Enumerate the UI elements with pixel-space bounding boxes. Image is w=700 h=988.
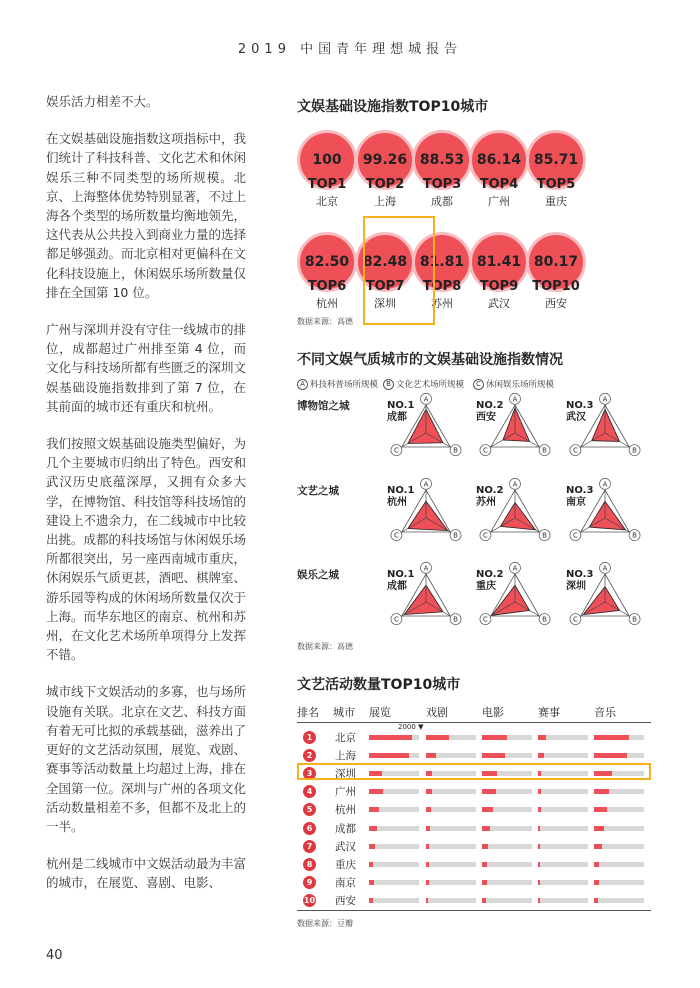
bar-track: [594, 753, 644, 758]
bar-value: [369, 753, 409, 758]
group-label: 文艺之城: [297, 485, 339, 497]
rank-label: TOP6: [307, 279, 347, 294]
table-top-rule: [297, 722, 651, 723]
svg-text:A: A: [512, 395, 518, 404]
city-label: 杭州: [316, 297, 338, 310]
activity-source: 数据来源：豆瓣: [297, 919, 353, 928]
bar-track: [538, 880, 588, 885]
city-rank: NO.2: [476, 400, 504, 411]
radar-chart: [389, 564, 469, 637]
city-label: 上海: [374, 195, 396, 208]
row-city: 武汉: [335, 840, 356, 853]
bar-value: [594, 807, 607, 812]
city-name: 成都: [387, 412, 407, 423]
bar-track: [426, 807, 476, 812]
bar-value: [538, 880, 540, 885]
bar-value: [482, 844, 488, 849]
activity-title: 文艺活动数量TOP10城市: [297, 677, 461, 693]
bar-value: [594, 826, 604, 831]
bar-value: [538, 753, 544, 758]
bar-value: [594, 789, 609, 794]
bar-track: [538, 862, 588, 867]
city-rank: NO.2: [476, 569, 504, 580]
bar-track: [426, 898, 476, 903]
radar-value-shape: [408, 501, 448, 530]
rank-badge: 1: [303, 731, 316, 744]
bar-track: [426, 844, 476, 849]
svg-text:C: C: [393, 446, 399, 455]
bar-track: [594, 789, 644, 794]
city-label: 西安: [545, 297, 567, 310]
axis-letter-c: [570, 614, 581, 625]
svg-text:B: B: [453, 531, 458, 540]
bar-track: [538, 844, 588, 849]
bar-track: [594, 826, 644, 831]
axis-letter-b: [629, 614, 640, 625]
rank-label: TOP1: [307, 177, 347, 192]
axis-letter-a: [421, 393, 432, 404]
bar-track: [426, 753, 476, 758]
bar-value: [594, 862, 599, 867]
row-city: 重庆: [335, 858, 356, 871]
highlight-box-shenzhen: [363, 216, 435, 325]
row-city: 西安: [335, 894, 356, 907]
index-circle: 81.81: [412, 232, 472, 292]
bar-track: [482, 862, 532, 867]
city-name: 西安: [476, 412, 496, 423]
rank-label: TOP5: [536, 177, 576, 192]
index-circle: 82.48: [355, 232, 415, 292]
city-rank: NO.1: [387, 400, 415, 411]
paragraph: 杭州是二线城市中文娱活动最为丰富的城市，在展览、喜剧、电影、: [46, 856, 247, 891]
svg-text:A: A: [423, 564, 429, 573]
svg-text:C: C: [572, 615, 578, 624]
bar-track: [482, 753, 532, 758]
rank-badge: 4: [303, 785, 316, 798]
radar-chart: [389, 395, 469, 468]
bar-track: [594, 807, 644, 812]
bar-value: [426, 735, 449, 740]
radar-chart: [568, 564, 648, 637]
ref-triangle-icon: ▼: [418, 723, 424, 731]
top10-source: 数据来源：高德: [297, 317, 353, 326]
rank-badge: 10: [303, 895, 316, 905]
svg-text:B: B: [542, 615, 547, 624]
legend-b-icon: B: [383, 379, 394, 390]
svg-text:A: A: [423, 395, 429, 404]
bar-value: [482, 898, 486, 903]
svg-text:C: C: [482, 531, 488, 540]
axis-letter-c: [570, 530, 581, 541]
svg-text:C: C: [393, 531, 399, 540]
legend-b-label: 文化艺术场所规模: [396, 380, 465, 390]
bar-value: [594, 880, 599, 885]
bar-track: [369, 735, 419, 740]
rank-badge: 3: [303, 767, 316, 780]
city-name: 成都: [387, 581, 407, 592]
top10-title: 文娱基础设施指数TOP10城市: [297, 99, 489, 115]
city-rank: NO.3: [566, 400, 594, 411]
bar-value: [426, 880, 429, 885]
bar-track: [482, 789, 532, 794]
paragraph: 广州与深圳并没有守住一线城市的排位，成都超过广州排至第 4 位，而文化与科技场所都有些匮乏的深圳文娱基础设施指数排到了第 7 位，在其前面的城市还有重庆和杭州。: [46, 322, 247, 414]
radar-chart: [478, 564, 558, 637]
city-rank: NO.3: [566, 569, 594, 580]
bar-track: [426, 789, 476, 794]
axis-letter-b: [450, 614, 461, 625]
rank-badge: 6: [303, 822, 316, 835]
rank-badge: 2: [303, 749, 316, 762]
rank-badge: 7: [303, 840, 316, 853]
radar-chart: [568, 480, 648, 553]
bar-track: [369, 826, 419, 831]
svg-text:B: B: [542, 531, 547, 540]
rank-badge: 5: [303, 803, 316, 816]
axis-letter-a: [600, 478, 611, 489]
bar-value: [482, 789, 496, 794]
axis-letter-a: [510, 562, 521, 573]
bar-track: [426, 826, 476, 831]
bar-value: [594, 735, 629, 740]
city-rank: NO.3: [566, 485, 594, 496]
bar-track: [594, 844, 644, 849]
bar-track: [426, 735, 476, 740]
axis-letter-b: [629, 530, 640, 541]
svg-text:B: B: [453, 615, 458, 624]
bar-track: [538, 753, 588, 758]
axis-letter-b: [629, 445, 640, 456]
table-bottom-rule: [297, 910, 651, 911]
bar-value: [482, 826, 490, 831]
bar-value: [369, 807, 379, 812]
axis-letter-b: [450, 530, 461, 541]
svg-text:B: B: [632, 615, 637, 624]
rank-label: TOP9: [479, 279, 519, 294]
svg-text:A: A: [512, 480, 518, 489]
index-circle: 80.17: [526, 232, 586, 292]
radar-legend-c: [473, 378, 554, 390]
bar-track: [538, 807, 588, 812]
axis-letter-b: [539, 614, 550, 625]
svg-text:A: A: [512, 564, 518, 573]
city-label: 北京: [316, 195, 338, 208]
bar-track: [482, 880, 532, 885]
city-rank: NO.2: [476, 485, 504, 496]
index-circle: 88.53: [412, 130, 472, 190]
city-name: 苏州: [476, 497, 496, 508]
index-circle: 81.41: [469, 232, 529, 292]
city-name: 杭州: [387, 497, 407, 508]
bar-value: [426, 807, 431, 812]
svg-text:A: A: [423, 480, 429, 489]
city-rank: NO.1: [387, 569, 415, 580]
row-city: 成都: [335, 822, 356, 835]
svg-text:B: B: [632, 446, 637, 455]
col-film: 电影: [482, 706, 504, 719]
index-circle: 85.71: [526, 130, 586, 190]
bar-value: [538, 862, 540, 867]
radar-legend-b: [383, 378, 464, 390]
row-city: 杭州: [335, 804, 356, 817]
col-music: 音乐: [594, 706, 616, 719]
bar-track: [369, 844, 419, 849]
radar-legend-a: [297, 378, 378, 390]
legend-a-label: 科技科普场所规模: [310, 380, 379, 390]
radar-chart: [568, 395, 648, 468]
bar-value: [426, 789, 432, 794]
axis-letter-b: [450, 445, 461, 456]
axis-letter-c: [570, 445, 581, 456]
legend-c-label: 休闲娱乐场所规模: [486, 380, 555, 390]
radar-value-shape: [583, 587, 619, 615]
radar-value-shape: [592, 409, 620, 441]
index-circle: 100: [297, 130, 357, 190]
bar-value: [369, 789, 383, 794]
bar-track: [594, 880, 644, 885]
radar-source: 数据来源：高德: [297, 642, 353, 651]
svg-text:B: B: [542, 446, 547, 455]
bar-value: [538, 844, 540, 849]
highlight-row-shenzhen: [297, 763, 651, 780]
report-header: 2019 中国青年理想城报告: [237, 42, 463, 57]
group-label: 娱乐之城: [297, 569, 339, 581]
paragraph: 在文娱基础设施指数这项指标中，我们统计了科技科普、文化艺术和休闲娱乐三种不同类型的场所规模。北京、上海整体优势特别显著，不过上海各个类型的场所数量均衡地领先，这代表从公共投入到商业力量的选择都足够强劲。而北京相对更偏科在文化科技设施上，休闲娱乐场所数量仅排在全国第 10 位。: [46, 131, 247, 300]
svg-text:A: A: [602, 564, 608, 573]
row-city: 南京: [335, 876, 356, 889]
bar-value: [369, 898, 373, 903]
rank-label: TOP3: [422, 177, 462, 192]
row-city: 上海: [335, 750, 356, 763]
svg-text:A: A: [602, 480, 608, 489]
bar-value: [369, 880, 374, 885]
bar-track: [594, 862, 644, 867]
col-sports: 赛事: [538, 706, 560, 719]
radar-value-shape: [408, 409, 443, 443]
body-text: [46, 92, 246, 911]
rank-label: TOP7: [365, 279, 405, 294]
svg-text:B: B: [453, 446, 458, 455]
bar-value: [426, 826, 430, 831]
bar-value: [369, 844, 375, 849]
radar-chart: [389, 480, 469, 553]
bar-track: [594, 898, 644, 903]
bar-track: [482, 807, 532, 812]
ref-value-label: 2000 ▼: [398, 723, 424, 731]
axis-letter-b: [539, 530, 550, 541]
svg-text:B: B: [632, 531, 637, 540]
axis-letter-c: [391, 530, 402, 541]
bar-track: [369, 898, 419, 903]
bar-value: [426, 898, 428, 903]
bar-value: [594, 898, 598, 903]
col-rank: 排名: [297, 706, 319, 719]
axis-letter-c: [480, 614, 491, 625]
bar-track: [538, 735, 588, 740]
bar-value: [482, 735, 507, 740]
bar-track: [538, 826, 588, 831]
bar-track: [369, 789, 419, 794]
index-circle: 82.50: [297, 232, 357, 292]
radar-chart: [478, 395, 558, 468]
bar-track: [482, 898, 532, 903]
row-city: 深圳: [335, 768, 356, 781]
bar-value: [538, 826, 540, 831]
city-name: 武汉: [566, 412, 586, 423]
bar-value: [369, 735, 412, 740]
bar-value: [594, 844, 602, 849]
bar-value: [369, 826, 377, 831]
svg-text:C: C: [393, 615, 399, 624]
axis-letter-a: [421, 478, 432, 489]
group-label: 博物馆之城: [297, 400, 350, 412]
bar-value: [426, 753, 436, 758]
radar-value-shape: [404, 585, 443, 614]
svg-text:C: C: [572, 531, 578, 540]
rank-badge: 8: [303, 858, 316, 871]
paragraph: 城市线下文娱活动的多寡，也与场所设施有关联。北京在文艺、科技方面有着无可比拟的承载基础，滋养出了更好的文艺活动氛围，展览、戏剧、赛事等活动数量上均超过上海，排在全国第一位。深圳与广州的各项文化活动数量相差不多，但都不及北上的一半。: [46, 684, 247, 834]
bar-value: [482, 807, 493, 812]
city-label: 苏州: [431, 297, 453, 310]
bar-value: [426, 862, 429, 867]
axis-letter-a: [510, 393, 521, 404]
bar-value: [426, 844, 429, 849]
city-name: 南京: [566, 497, 586, 508]
paragraph: 我们按照文娱基础设施类型偏好，为几个主要城市归纳出了特色。西安和武汉历史底蕴深厚，又拥有众多大学，在博物馆、科技馆等科技场馆的建设上不遗余力，在二线城市中比较出挑。成都的科技场馆与休闲娱乐场所都很突出，另一座西南城市重庆，休闲娱乐气质更甚，酒吧、棋牌室、游乐园等构成的休闲场所数量仅次于上海。而华东地区的南京、杭州和苏州，在文化艺术场所单项得分上发挥不错。: [46, 436, 247, 663]
city-label: 重庆: [545, 195, 567, 208]
bar-track: [369, 807, 419, 812]
rank-label: TOP10: [532, 279, 580, 294]
svg-text:C: C: [482, 615, 488, 624]
bar-track: [369, 753, 419, 758]
axis-letter-c: [480, 445, 491, 456]
city-label: 成都: [431, 195, 453, 208]
svg-text:C: C: [482, 446, 488, 455]
bar-track: [538, 789, 588, 794]
axis-letter-a: [600, 393, 611, 404]
bar-track: [369, 862, 419, 867]
bar-track: [426, 880, 476, 885]
bar-track: [482, 844, 532, 849]
axis-letter-a: [421, 562, 432, 573]
axis-letter-a: [510, 478, 521, 489]
bar-value: [538, 789, 541, 794]
rank-badge: 9: [303, 876, 316, 889]
rank-label: TOP2: [365, 177, 405, 192]
axis-letter-c: [391, 445, 402, 456]
row-city: 北京: [335, 732, 356, 744]
svg-text:A: A: [602, 395, 608, 404]
bar-value: [594, 753, 627, 758]
svg-text:C: C: [572, 446, 578, 455]
city-label: 广州: [488, 195, 510, 208]
paragraph: 娱乐活力相差不大。: [46, 94, 159, 109]
city-label: 深圳: [374, 297, 396, 310]
axis-letter-c: [391, 614, 402, 625]
rank-label: TOP8: [422, 279, 462, 294]
radar-value-shape: [503, 408, 530, 442]
row-city: 广州: [335, 786, 356, 799]
col-drama: 戏剧: [426, 706, 448, 719]
rank-label: TOP4: [479, 177, 519, 192]
axis-letter-a: [600, 562, 611, 573]
index-circle: 86.14: [469, 130, 529, 190]
city-rank: NO.1: [387, 485, 415, 496]
city-name: 深圳: [566, 581, 586, 592]
bar-value: [482, 880, 487, 885]
legend-a-icon: A: [297, 379, 308, 390]
col-exhibition: 展览: [369, 706, 391, 719]
index-circle: 99.26: [355, 130, 415, 190]
bar-track: [426, 862, 476, 867]
axis-letter-b: [539, 445, 550, 456]
axis-letter-c: [480, 530, 491, 541]
bar-track: [538, 898, 588, 903]
bar-track: [482, 735, 532, 740]
bar-value: [538, 807, 541, 812]
city-name: 重庆: [476, 581, 496, 592]
bar-track: [594, 735, 644, 740]
bar-value: [538, 735, 546, 740]
bar-value: [482, 862, 487, 867]
radar-title: 不同文娱气质城市的文娱基础设施指数情况: [297, 352, 563, 368]
col-city: 城市: [333, 706, 355, 719]
page-number: 40: [46, 948, 63, 963]
city-label: 武汉: [488, 297, 510, 310]
bar-track: [482, 826, 532, 831]
bar-track: [369, 880, 419, 885]
bar-value: [369, 862, 373, 867]
radar-chart: [478, 480, 558, 553]
bar-value: [482, 753, 505, 758]
legend-c-icon: C: [473, 379, 484, 390]
bar-value: [538, 898, 540, 903]
